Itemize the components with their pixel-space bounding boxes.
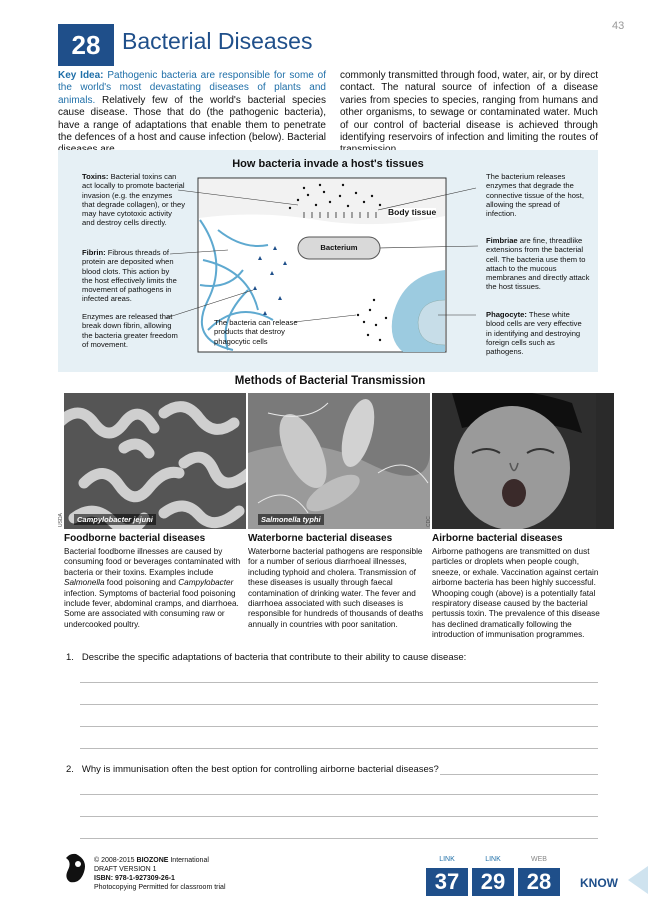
fimbriae-heading: Fimbriae <box>486 236 518 245</box>
airborne-text: Airborne pathogens are transmitted on dust particles or droplets when people cough, sneeze, or exhale. Vaccination against certain airborne bacteria has been highly successful. Whooping cough (above) is a potentially fatal respiratory disease caused by the bacterial pertussis toxin. The prevalence of this disease has declined dramatically following the introduction of immunisation programmes. <box>432 547 600 640</box>
footer-international: International <box>168 857 209 864</box>
footer-copyright <box>94 856 226 865</box>
photo-campylobacter <box>64 393 246 529</box>
campylobacter-image <box>64 393 246 529</box>
link-label-2: LINK <box>485 856 501 863</box>
answer-line[interactable] <box>80 682 598 683</box>
photo-caption-campylobacter: Campylobacter jejuni <box>74 514 156 525</box>
know-tab-shape <box>628 866 648 894</box>
key-idea-label: Key Idea: <box>58 70 104 81</box>
waterborne-heading: Waterborne bacterial diseases <box>248 533 393 544</box>
fibrin-text: Fibrous threads of protein are deposited when blood clots. This action by the host effectively limits the movement of pathogens in infected areas. <box>82 248 177 304</box>
foodborne-text <box>64 547 242 630</box>
footer-photocopy: Photocopying Permitted for classroom trial <box>94 884 226 891</box>
toxins-heading: Toxins: <box>82 172 109 181</box>
fibrin-label <box>82 248 178 304</box>
intro-right-paragraph: commonly transmitted through food, water, air, or by direct contact. The natural source of infection of a disease varies from species to species, ranging from humans and other organisms, to sewage or contaminated water. Much of our control of bacterial disease is achieved through identifying reservoirs of infection and limiting the routes of <box>340 70 598 144</box>
foodborne-text-part3: infection. Symptoms of bacterial food poisoning include fever, abdominal cramps, and diarrhoea. Some are associated with consuming raw or undercooked poultry. <box>64 588 239 629</box>
know-label: KNOW <box>580 876 618 890</box>
toxins-text: Bacterial toxins can act locally to promote bacterial invasion (e.g. the enzymes that degrade collagen), or they may have cytotoxic activity and destroy cells directly. <box>82 172 186 228</box>
footer-copyright-years: © 2008-2015 <box>94 857 137 864</box>
page-number: 43 <box>612 20 625 32</box>
link-label-1: LINK <box>439 856 455 863</box>
footer-isbn: ISBN: 978-1-927309-26-1 <box>94 875 175 882</box>
biozone-logo-icon <box>62 852 90 886</box>
release-label: The bacteria can release products that destroy phagocytic cells <box>214 318 298 346</box>
salmonella-image <box>248 393 430 529</box>
photo-credit-cdc: CDC <box>426 516 432 527</box>
question-1-text: Describe the specific adaptations of bacteria that contribute to their ability to cause disease: <box>81 652 467 663</box>
question-2-number: 2. <box>66 764 74 775</box>
foodborne-italic-salmonella: Salmonella <box>64 578 105 588</box>
footer-info <box>94 856 226 892</box>
photo-credit-nih: NIH <box>242 518 248 527</box>
photo-whooping-cough-child <box>432 393 614 529</box>
intro-left-paragraph <box>58 70 326 157</box>
answer-line[interactable] <box>80 726 598 727</box>
foodborne-italic-campylobacter: Campylobacter <box>178 578 234 588</box>
answer-line[interactable] <box>440 774 598 775</box>
diagram-title: How bacteria invade a host's tissues <box>232 158 424 170</box>
web-label: WEB <box>531 856 547 863</box>
fibrin-heading: Fibrin: <box>82 248 106 257</box>
chapter-number-badge: 28 <box>58 24 114 66</box>
footer-draft: DRAFT VERSION 1 <box>94 866 157 873</box>
phagocyte-label <box>486 310 586 356</box>
phagocyte-text: These white blood cells are very effective in identifying and destroying foreign cells such as pathogens. <box>486 310 582 357</box>
bacterium-release-label: The bacterium releases enzymes that degrade the connective tissue of the host, allowing the spread of infection. <box>486 172 584 219</box>
photo-caption-salmonella: Salmonella typhi <box>258 514 324 525</box>
child-coughing-image <box>432 393 596 529</box>
question-1-number: 1. <box>66 652 74 663</box>
airborne-heading: Airborne bacterial diseases <box>432 533 563 544</box>
link-29-button[interactable]: 29 <box>472 868 514 896</box>
answer-line[interactable] <box>80 704 598 705</box>
methods-title: Methods of Bacterial Transmission <box>234 375 426 387</box>
answer-line[interactable] <box>80 794 598 795</box>
question-2 <box>66 764 439 775</box>
foodborne-text-part2: food poisoning and <box>104 578 179 588</box>
intro-left-text: Relatively few of the world's bacterial species cause disease. Those that do (the pathogenic bacteria), have a range of adaptations that enable them to penetrate the defences of a host and cause infection (below). Bacterial <box>58 94 326 144</box>
link-37-button[interactable]: 37 <box>426 868 468 896</box>
phagocyte-heading: Phagocyte: <box>486 310 527 319</box>
question-1 <box>66 652 466 663</box>
waterborne-text: Waterborne bacterial pathogens are responsible for a number of serious diarrhoeal illnesses, including typhoid and cholera. Transmission of these diseases is usually through faecal contamination of drinking water. The fever and diarrhoea associated with such diseases is responsible for hundreds of thousands of deaths annually in countries with poor sanitation. <box>248 547 424 629</box>
enzymes-label: Enzymes are released that break down fibrin, allowing the bacteria greater freedom of movement. <box>82 312 178 349</box>
photo-salmonella <box>248 393 430 529</box>
toxins-label <box>82 172 186 228</box>
photo-credit-usda: USDA <box>58 513 64 527</box>
footer-brand: BIOZONE <box>136 857 169 864</box>
answer-line[interactable] <box>80 838 598 839</box>
key-idea-text: Pathogenic bacteria are responsible for some of the world's most devastating diseases of plants and animals. <box>58 70 327 106</box>
answer-line[interactable] <box>80 748 598 749</box>
answer-line[interactable] <box>80 816 598 817</box>
foodborne-heading: Foodborne bacterial diseases <box>64 533 206 544</box>
foodborne-text-part1: Bacterial foodborne illnesses are caused by consuming food or beverages contaminated with bacteria or their toxins. Examples include <box>64 547 241 577</box>
bacterium-label: Bacterium <box>320 243 358 252</box>
fimbriae-text: are fine, threadlike extensions from the bacterial cell. The bacteria use them to attach to the mucous membranes and directly attack the host tissues. <box>486 236 590 292</box>
question-2-text: Why is immunisation often the best option for controlling airborne bacterial diseases? <box>81 764 439 775</box>
invasion-diagram <box>58 150 598 372</box>
fimbriae-label <box>486 236 590 292</box>
web-28-button[interactable]: 28 <box>518 868 560 896</box>
page-title: Bacterial Diseases <box>122 28 313 54</box>
body-tissue-label: Body tissue <box>388 207 437 217</box>
